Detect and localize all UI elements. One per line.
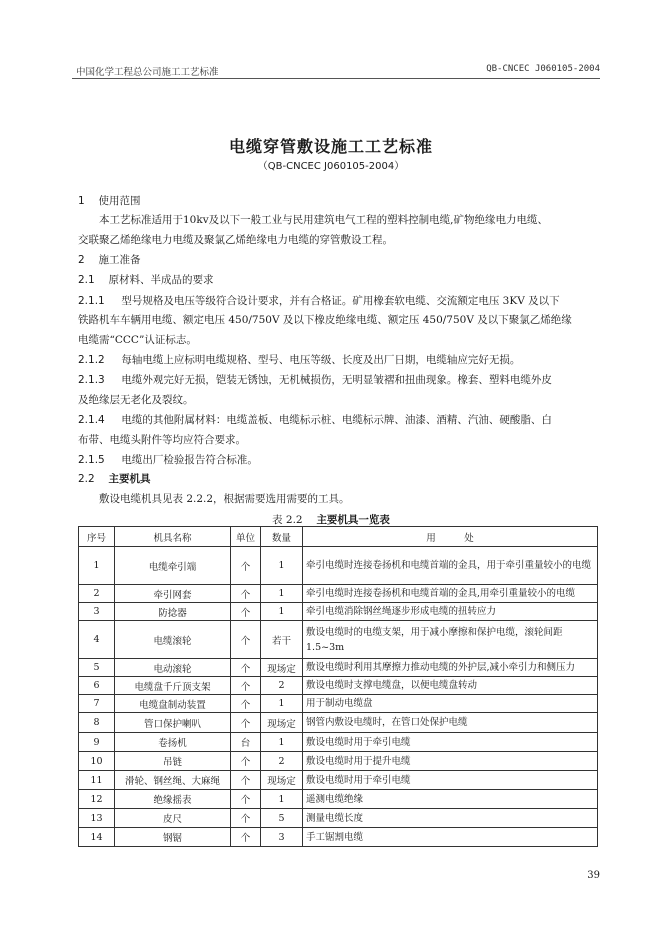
item-number: 2.1.2 — [78, 354, 105, 366]
cell-purpose: 敷设电缆时用于牵引电缆 — [303, 733, 598, 752]
cell-unit: 个 — [231, 790, 261, 809]
cell-unit: 个 — [231, 695, 261, 713]
header-org: 中国化学工程总公司施工工艺标准 — [76, 67, 219, 78]
cell-tool-name: 滑轮、钢丝绳、大麻绳 — [115, 771, 231, 790]
cell-unit: 个 — [231, 547, 261, 585]
section-number: 2 — [78, 254, 85, 266]
cell-purpose: 敷设电缆时用于牵引电缆 — [303, 771, 598, 790]
section-number: 2.2 — [78, 473, 95, 485]
cell-unit: 个 — [231, 677, 261, 695]
section-1-heading — [78, 194, 598, 208]
cell-tool-name: 皮尺 — [115, 809, 231, 828]
cell-index: 14 — [79, 828, 115, 847]
cell-index: 11 — [79, 771, 115, 790]
table-row — [79, 809, 598, 828]
paragraph-line: 本工艺标准适用于10kv及以下一般工业与民用建筑电气工程的塑料控制电缆,矿物绝缘电力电缆、 — [99, 214, 548, 226]
header-quantity: 数量 — [261, 527, 303, 547]
page-header — [72, 58, 600, 79]
cell-tool-name: 钢锯 — [115, 828, 231, 847]
table-row — [79, 585, 598, 603]
paragraph-line: 布带、电缆头附件等均应符合要求。 — [78, 434, 246, 446]
cell-quantity: 1 — [261, 585, 303, 603]
cell-purpose: 敷设电缆时支撑电缆盘，以便电缆盘转动 — [303, 677, 598, 695]
cell-quantity: 1 — [261, 603, 303, 621]
cell-purpose: 牵引电缆时连接卷扬机和电缆首端的金具，用于牵引重量较小的电缆 — [303, 547, 598, 585]
item-2-1-1 — [78, 294, 598, 308]
paragraph-line: 型号规格及电压等级符合设计要求，并有合格证。矿用橡套软电缆、交流额定电压 3KV 及以下 — [121, 295, 560, 307]
cell-quantity: 5 — [261, 809, 303, 828]
table-row — [79, 771, 598, 790]
item-2-1-4 — [78, 413, 598, 427]
section-number: 2.1 — [78, 274, 95, 286]
cell-quantity: 现场定 — [261, 659, 303, 677]
cell-quantity: 1 — [261, 547, 303, 585]
table-caption — [0, 512, 662, 527]
cell-tool-name: 绝缘摇表 — [115, 790, 231, 809]
table-label: 表 2.2 — [272, 514, 303, 526]
paragraph-line: 铁路机车车辆用电缆、额定电压 450/750V 及以下橡皮绝缘电缆、额定压 450/750V 及以下聚氯乙烯绝缘 — [78, 314, 572, 326]
section-title: 施工准备 — [98, 254, 141, 266]
table-row — [79, 828, 598, 847]
table-row — [79, 713, 598, 733]
table-row — [79, 603, 598, 621]
paragraph-line: 敷设电缆机具见表 2.2.2，根据需要选用需要的工具。 — [99, 493, 350, 505]
cell-unit: 个 — [231, 752, 261, 771]
document-title: 电缆穿管敷设施工工艺标准 — [228, 137, 433, 156]
cell-quantity: 1 — [261, 733, 303, 752]
cell-quantity: 现场定 — [261, 771, 303, 790]
paragraph-line: 交联聚乙烯绝缘电力电缆及聚氯乙烯绝缘电力电缆的穿管敷设工程。 — [78, 234, 393, 246]
cell-unit: 个 — [231, 828, 261, 847]
cell-quantity: 3 — [261, 828, 303, 847]
cell-unit: 个 — [231, 713, 261, 733]
header-tool-name: 机具名称 — [115, 527, 231, 547]
cell-unit: 个 — [231, 659, 261, 677]
table-row — [79, 547, 598, 585]
cell-tool-name: 电缆盘制动装置 — [115, 695, 231, 713]
cell-index: 7 — [79, 695, 115, 713]
header-code: QB-CNCEC J060105-2004 — [486, 64, 600, 74]
item-number: 2.1.4 — [78, 414, 105, 426]
item-2-1-2 — [78, 353, 598, 367]
cell-index: 4 — [79, 621, 115, 659]
cell-index: 3 — [79, 603, 115, 621]
cell-quantity: 1 — [261, 790, 303, 809]
cell-unit: 个 — [231, 771, 261, 790]
table-title: 主要机具一览表 — [316, 514, 390, 526]
cell-purpose: 牵引电缆时连接卷扬机和电缆首端的金具,用牵引重量较小的电缆 — [303, 585, 598, 603]
paragraph-line: 电缆的其他附属材料：电缆盖板、电缆标示桩、电缆标示牌、油漆、酒精、汽油、硬酸脂、白 — [121, 414, 552, 426]
paragraph-line: 电缆需“CCC”认证标志。 — [78, 334, 197, 346]
header-index: 序号 — [79, 527, 115, 547]
section-number: 1 — [78, 195, 85, 207]
cell-index: 13 — [79, 809, 115, 828]
cell-index: 5 — [79, 659, 115, 677]
cell-tool-name: 电缆牵引端 — [115, 547, 231, 585]
cell-tool-name: 电缆盘千斤顶支架 — [115, 677, 231, 695]
table-row — [79, 695, 598, 713]
cell-index: 10 — [79, 752, 115, 771]
cell-tool-name: 防捻器 — [115, 603, 231, 621]
table-row — [79, 621, 598, 659]
cell-purpose: 敷设电缆时利用其摩擦力推动电缆的外护层,减小牵引力和侧压力 — [303, 659, 598, 677]
paragraph-line: 及绝缘层无老化及裂纹。 — [78, 394, 194, 406]
cell-unit: 个 — [231, 809, 261, 828]
cell-purpose: 测量电缆长度 — [303, 809, 598, 828]
cell-purpose: 遥测电缆绝缘 — [303, 790, 598, 809]
cell-tool-name: 牵引网套 — [115, 585, 231, 603]
cell-index: 12 — [79, 790, 115, 809]
header-purpose: 用 处 — [303, 527, 598, 547]
item-number: 2.1.1 — [78, 295, 105, 307]
table-row — [79, 733, 598, 752]
section-title: 主要机具 — [108, 473, 151, 485]
section-2-1-heading — [78, 273, 598, 287]
cell-quantity: 2 — [261, 752, 303, 771]
cell-purpose: 钢管内敷设电缆时，在管口处保护电缆 — [303, 713, 598, 733]
cell-index: 2 — [79, 585, 115, 603]
cell-purpose: 敷设电缆时的电缆支架，用于减小摩擦和保护电缆，滚轮间距1.5~3m — [303, 621, 598, 659]
page-number: 39 — [587, 870, 600, 881]
cell-index: 8 — [79, 713, 115, 733]
item-number: 2.1.3 — [78, 374, 105, 386]
cell-tool-name: 卷扬机 — [115, 733, 231, 752]
header-unit: 单位 — [231, 527, 261, 547]
tools-table — [78, 526, 598, 847]
section-title: 使用范围 — [98, 195, 141, 207]
table-row — [79, 659, 598, 677]
cell-index: 1 — [79, 547, 115, 585]
cell-tool-name: 电缆滚轮 — [115, 621, 231, 659]
cell-purpose: 牵引电缆消除钢丝绳逐步形成电缆的扭转应力 — [303, 603, 598, 621]
document-code: （QB-CNCEC J060105-2004） — [257, 161, 405, 172]
cell-index: 9 — [79, 733, 115, 752]
table-row — [79, 677, 598, 695]
cell-purpose: 敷设电缆时用于提升电缆 — [303, 752, 598, 771]
table-row — [79, 752, 598, 771]
item-2-1-3 — [78, 373, 598, 387]
cell-tool-name: 电动滚轮 — [115, 659, 231, 677]
cell-tool-name: 管口保护喇叭 — [115, 713, 231, 733]
section-title: 原材料、半成品的要求 — [108, 274, 214, 286]
section-2-heading — [78, 253, 598, 267]
paragraph-line: 电缆出厂检验报告符合标准。 — [121, 454, 258, 466]
cell-index: 6 — [79, 677, 115, 695]
cell-unit: 台 — [231, 733, 261, 752]
paragraph-line: 电缆外观完好无损，铠装无锈蚀，无机械损伤，无明显皱褶和扭曲现象。橡套、塑料电缆外皮 — [121, 374, 552, 386]
section-2-2-heading — [78, 472, 598, 486]
table-header-row — [79, 527, 598, 547]
cell-purpose: 手工锯割电缆 — [303, 828, 598, 847]
cell-unit: 个 — [231, 621, 261, 659]
cell-purpose: 用于制动电缆盘 — [303, 695, 598, 713]
cell-quantity: 若干 — [261, 621, 303, 659]
cell-quantity: 1 — [261, 695, 303, 713]
paragraph-line: 每轴电缆上应标明电缆规格、型号、电压等级、长度及出厂日期，电缆轴应完好无损。 — [121, 354, 521, 366]
cell-quantity: 2 — [261, 677, 303, 695]
cell-tool-name: 吊链 — [115, 752, 231, 771]
cell-quantity: 现场定 — [261, 713, 303, 733]
item-number: 2.1.5 — [78, 454, 105, 466]
cell-unit: 个 — [231, 585, 261, 603]
table-row — [79, 790, 598, 809]
item-2-1-5 — [78, 453, 598, 467]
cell-unit: 个 — [231, 603, 261, 621]
